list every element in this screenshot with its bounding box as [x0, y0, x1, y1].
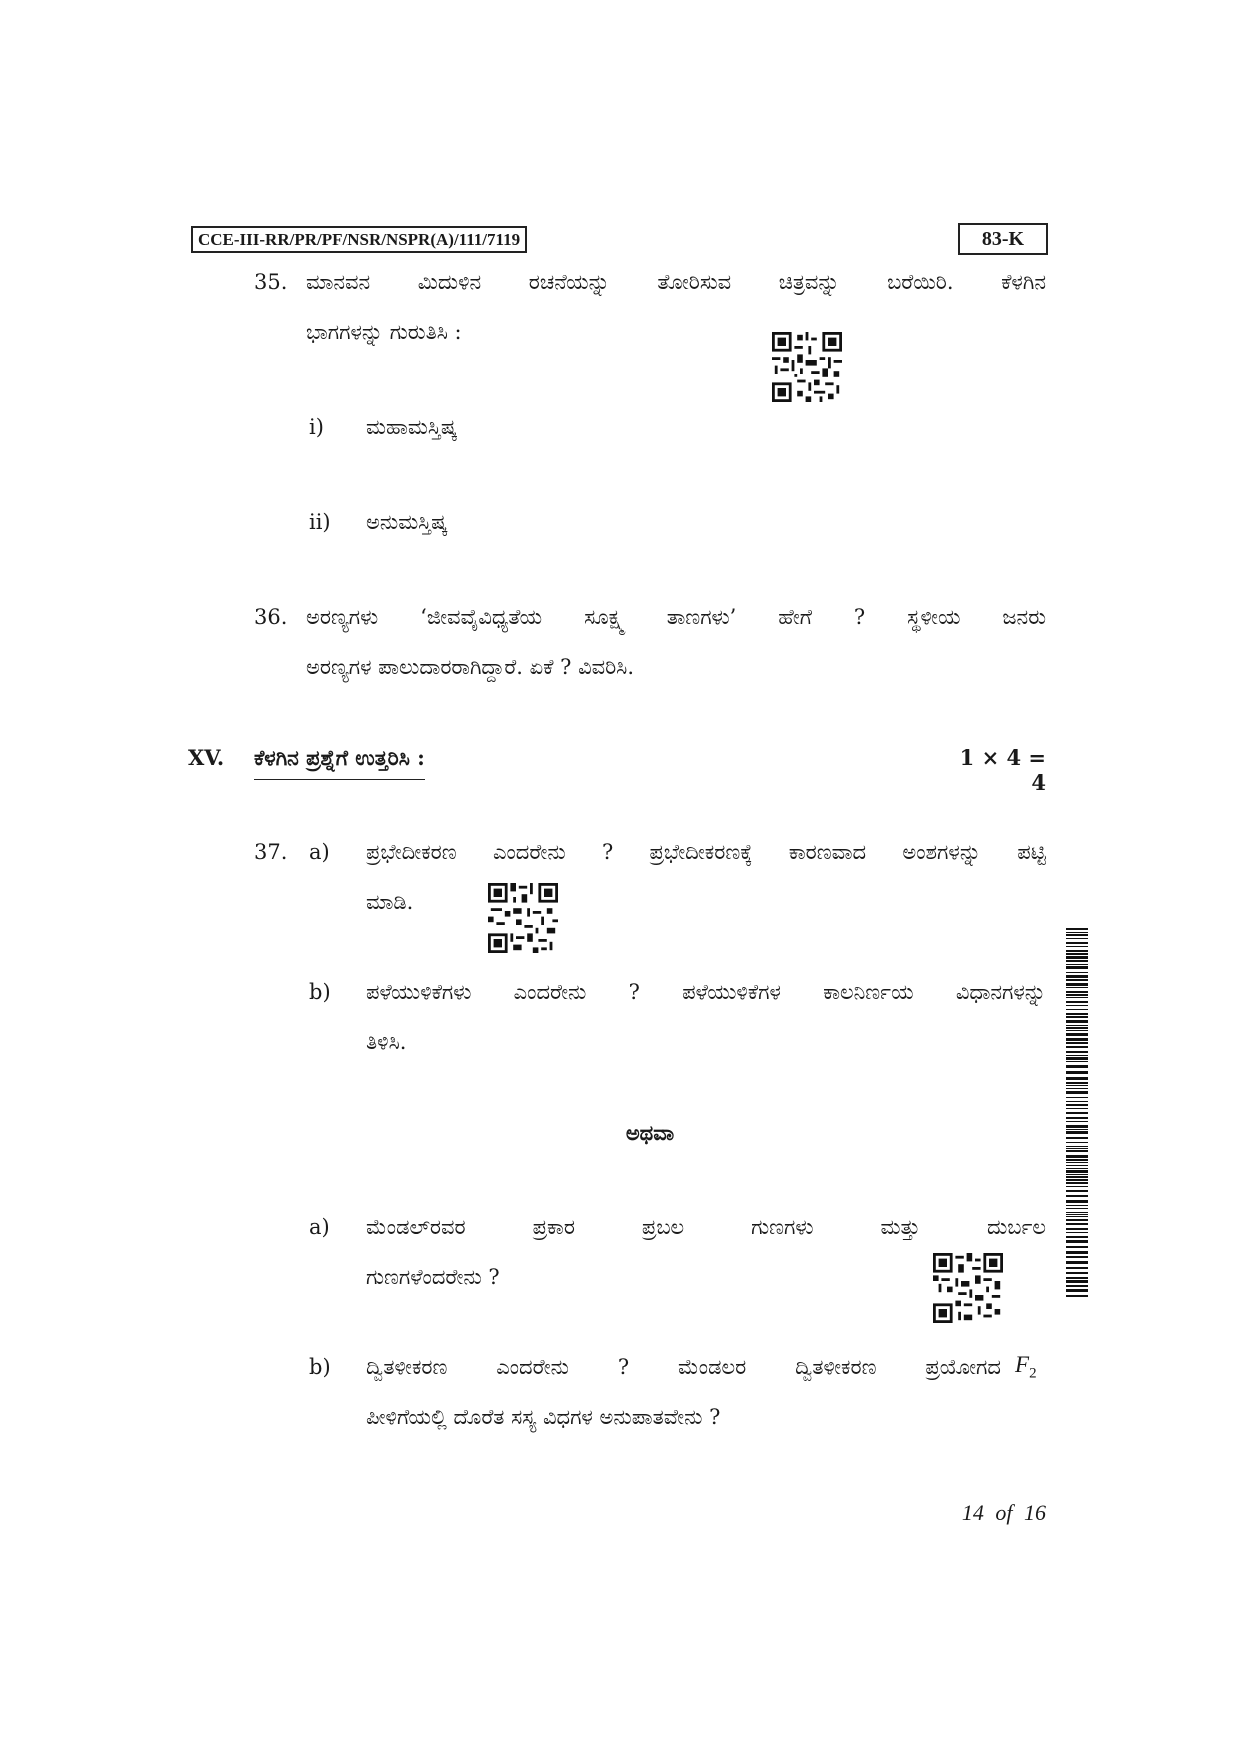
q35-part-i-label: i): [309, 415, 324, 439]
q37-b-line-2: ತಿಳಿಸಿ.: [366, 1030, 407, 1054]
section-marks: 1 × 4 = 4: [959, 745, 1046, 795]
paper-code: 83-K: [958, 223, 1048, 255]
q35-part-i-text: ಮಹಾಮಸ್ತಿಷ್ಕ: [366, 415, 458, 439]
q36-line-1: ಅರಣ್ಯಗಳು ‘ಜೀವವೈವಿಧ್ಯತೆಯ ಸೂಕ್ಷ್ಮ ತಾಣಗಳು’ ಹೇಗೆ ? ಸ್ಥಳೀಯ ಜನರು: [306, 605, 1046, 629]
q36-line-2: ಅರಣ್ಯಗಳ ಪಾಲುದಾರರಾಗಿದ್ದಾರೆ. ಏಕೆ ? ವಿವರಿಸಿ.: [306, 655, 635, 679]
f2-letter: F: [1015, 1352, 1030, 1377]
or-separator: ಅಥವಾ: [625, 1120, 675, 1145]
qr-code-icon: [488, 883, 558, 953]
qr-code-icon: [772, 332, 842, 402]
question-number-36: 36.: [254, 605, 288, 629]
q37-a-line-1: ಪ್ರಭೇದೀಕರಣ ಎಂದರೇನು ? ಪ್ರಭೇದೀಕರಣಕ್ಕೆ ಕಾರಣವಾದ ಅಂಶಗಳನ್ನು ಪಟ್ಟಿ: [366, 840, 1046, 864]
section-heading: ಕೆಳಗಿನ ಪ್ರಶ್ನೆಗೆ ಉತ್ತರಿಸಿ :: [254, 745, 425, 780]
q35-part-ii-text: ಅನುಮಸ್ತಿಷ್ಕ: [366, 510, 448, 534]
qr-code-icon: [933, 1253, 1003, 1323]
q37-alt-b-label: b): [309, 1355, 331, 1379]
q37-a-label: a): [309, 840, 330, 864]
q37-alt-a-line-1: ಮೆಂಡಲ್‌ರವರ ಪ್ರಕಾರ ಪ್ರಬಲ ಗುಣಗಳು ಮತ್ತು ದುರ್ಬಲ: [366, 1215, 1046, 1239]
exam-code: CCE-III-RR/PR/PF/NSR/NSPR(A)/111/7119: [191, 226, 527, 253]
f2-symbol: [1015, 1352, 1037, 1383]
q37-alt-b-line-1: ದ್ವಿತಳೀಕರಣ ಎಂದರೇನು ? ಮೆಂಡಲರ ದ್ವಿತಳೀಕರಣ ಪ್ರಯೋಗದ: [366, 1355, 1001, 1379]
barcode-icon: [1066, 928, 1088, 1298]
q37-alt-b-line-2: ಪೀಳಿಗೆಯಲ್ಲಿ ದೊರೆತ ಸಸ್ಯ ವಿಧಗಳ ಅನುಪಾತವೇನು ?: [366, 1405, 721, 1429]
q35-line-2: ಭಾಗಗಳನ್ನು ಗುರುತಿಸಿ :: [306, 320, 462, 344]
page-number: 14 of 16: [961, 1500, 1046, 1525]
q35-line-1: ಮಾನವನ ಮಿದುಳಿನ ರಚನೆಯನ್ನು ತೋರಿಸುವ ಚಿತ್ರವನ್ನು ಬರೆಯಿರಿ. ಕೆಳಗಿನ: [306, 270, 1046, 294]
q37-a-line-2: ಮಾಡಿ.: [366, 890, 414, 914]
q37-alt-a-line-2: ಗುಣಗಳೆಂದರೇನು ?: [366, 1265, 500, 1289]
f2-subscript: 2: [1029, 1365, 1037, 1382]
q35-part-ii-label: ii): [309, 510, 331, 534]
q37-alt-a-label: a): [309, 1215, 330, 1239]
question-number-37: 37.: [254, 840, 288, 864]
q37-b-label: b): [309, 980, 331, 1004]
section-number: XV.: [188, 745, 225, 770]
q37-b-line-1: ಪಳೆಯುಳಿಕೆಗಳು ಎಂದರೇನು ? ಪಳೆಯುಳಿಕೆಗಳ ಕಾಲನಿರ್ಣಯ ವಿಧಾನಗಳನ್ನು: [366, 980, 1046, 1004]
question-number-35: 35.: [254, 270, 288, 294]
